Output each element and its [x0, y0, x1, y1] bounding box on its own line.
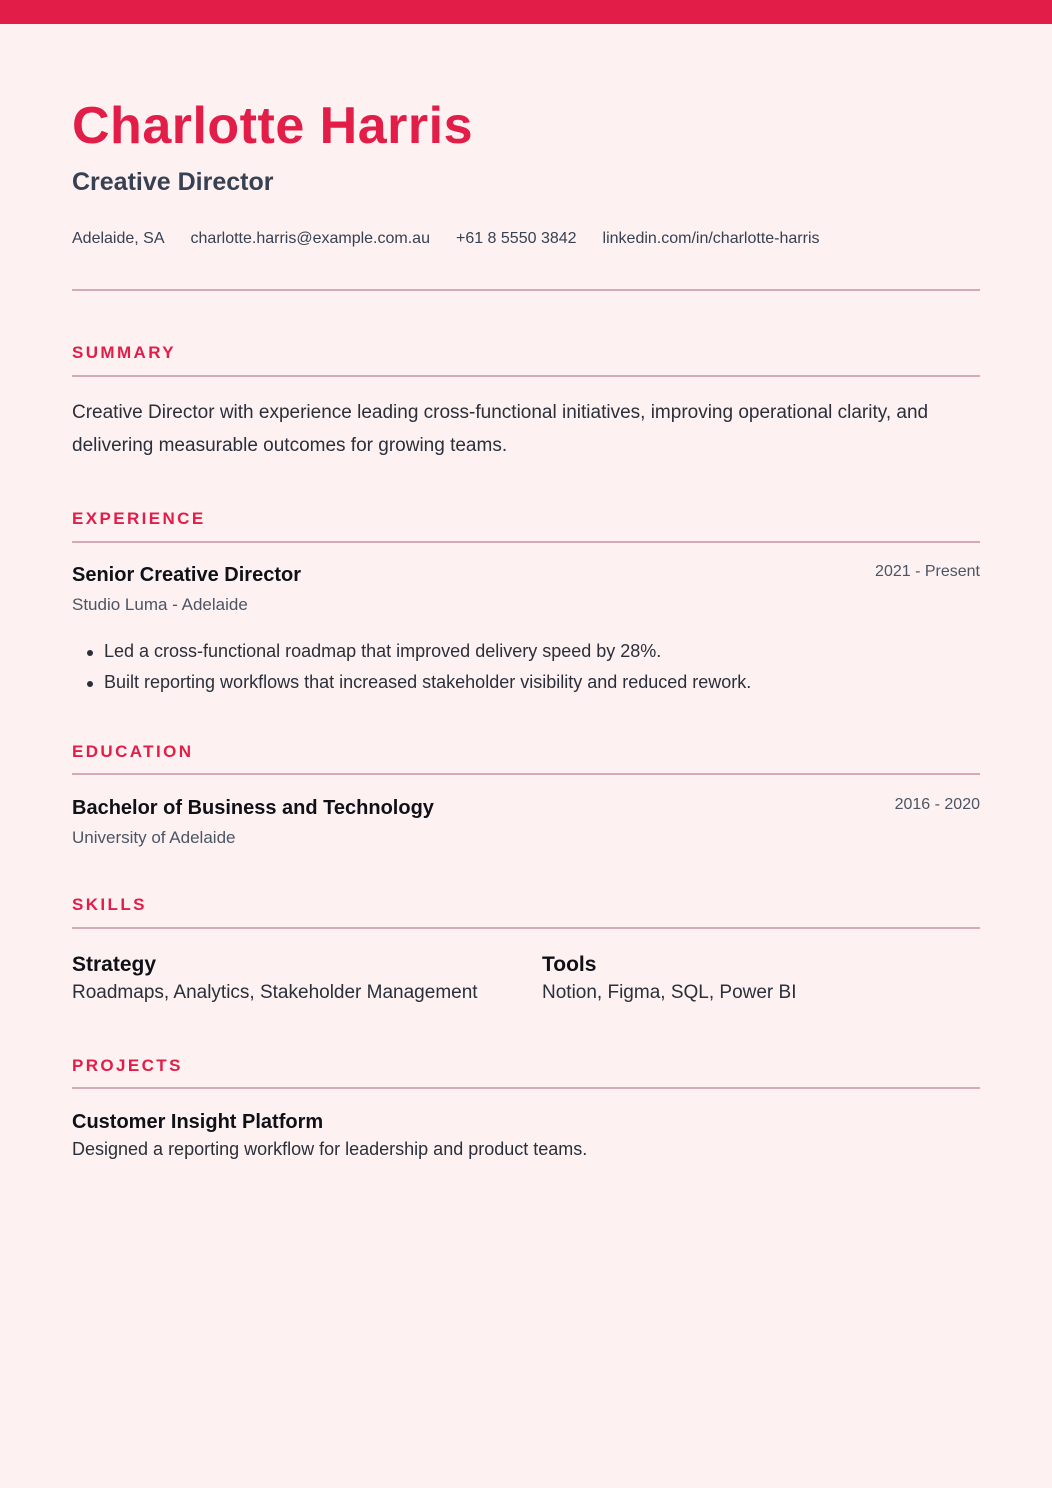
experience-dates: 2021 - Present	[875, 563, 980, 580]
skill-group-name: Tools	[542, 953, 597, 976]
skill-group-items: Roadmaps, Analytics, Stakeholder Management	[72, 982, 478, 1003]
experience-divider	[72, 541, 980, 543]
candidate-name: Charlotte Harris	[72, 97, 473, 155]
header-divider	[72, 289, 980, 291]
education-divider	[72, 773, 980, 775]
contact-linkedin[interactable]: linkedin.com/in/charlotte-harris	[602, 230, 820, 247]
education-school: University of Adelaide	[72, 828, 236, 847]
experience-heading: EXPERIENCE	[72, 509, 206, 528]
skill-group-tools	[542, 952, 797, 1008]
projects-heading: PROJECTS	[72, 1056, 183, 1075]
skill-group-items: Notion, Figma, SQL, Power BI	[542, 982, 797, 1003]
experience-bullets	[72, 636, 751, 698]
project-name: Customer Insight Platform	[72, 1111, 324, 1133]
skills-divider	[72, 927, 980, 929]
skills-heading: SKILLS	[72, 895, 147, 914]
contact-email[interactable]: charlotte.harris@example.com.au	[190, 230, 430, 247]
education-degree: Bachelor of Business and Technology	[72, 797, 434, 819]
summary-text: Creative Director with experience leading cross-functional initiatives, improving operational clarity, and delivering measurable outcomes for growing teams.	[72, 402, 929, 456]
skill-group-strategy	[72, 952, 478, 1008]
experience-role: Senior Creative Director	[72, 564, 301, 586]
education-heading: EDUCATION	[72, 742, 194, 761]
summary-divider	[72, 375, 980, 377]
contact-row	[72, 229, 846, 249]
experience-bullet: Built reporting workflows that increased stakeholder visibility and reduced rework.	[72, 667, 751, 698]
contact-location: Adelaide, SA	[72, 230, 165, 247]
candidate-title: Creative Director	[72, 168, 274, 196]
summary-heading: SUMMARY	[72, 343, 176, 362]
education-dates: 2016 - 2020	[894, 796, 980, 813]
project-description: Designed a reporting workflow for leadership and product teams.	[72, 1139, 588, 1159]
contact-phone[interactable]: +61 8 5550 3842	[455, 230, 577, 247]
skill-group-name: Strategy	[72, 953, 157, 976]
accent-top-bar	[0, 0, 1052, 24]
projects-divider	[72, 1087, 980, 1089]
experience-bullet: Led a cross-functional roadmap that improved delivery speed by 28%.	[72, 636, 751, 667]
experience-company: Studio Luma - Adelaide	[72, 595, 248, 614]
